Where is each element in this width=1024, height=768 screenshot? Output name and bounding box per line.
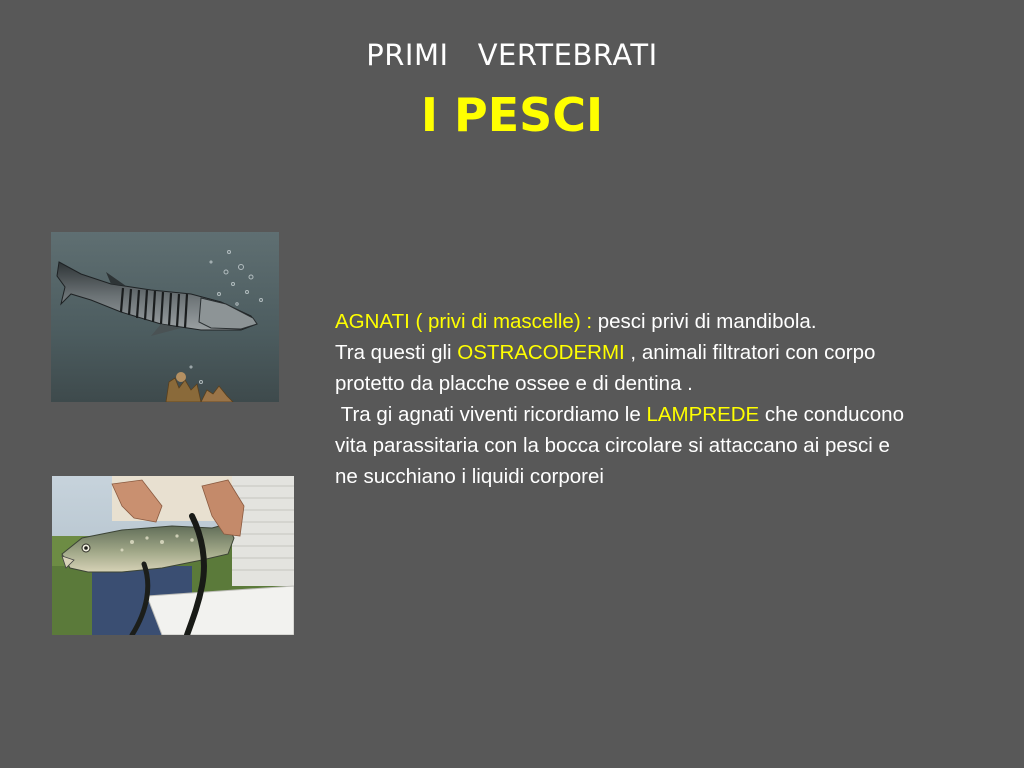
ostracodermi-description: , animali filtratori con corpo protetto da placche ossee e di dentina . — [335, 341, 876, 395]
lamprede-description: che conducono vita parassitaria con la bocca circolare si attaccano ai pesci e ne succhiano i liquidi corporei — [335, 403, 910, 488]
slide-subtitle: I PESCI — [420, 88, 604, 142]
body-text — [335, 306, 915, 492]
agnati-description: pesci privi di mandibola. — [592, 310, 817, 333]
lamprey-photo — [52, 476, 294, 635]
ostracodermi-intro: Tra questi gli — [335, 341, 458, 364]
lamprey-image — [52, 476, 294, 635]
term-ostracodermi: OSTRACODERMI — [457, 341, 625, 364]
slide-title: PRIMI VERTEBRATI — [366, 38, 658, 72]
term-agnati: AGNATI ( privi di mascelle) : — [335, 310, 593, 333]
ostracoderm-illustration — [51, 232, 279, 402]
paragraph-lamprede — [335, 399, 915, 492]
paragraph-ostracodermi — [335, 337, 915, 399]
paragraph-agnati — [335, 306, 915, 337]
lamprede-intro: Tra gi agnati viventi ricordiamo le — [335, 403, 647, 426]
ostracoderm-image — [51, 232, 279, 402]
term-lamprede: LAMPREDE — [646, 403, 760, 426]
